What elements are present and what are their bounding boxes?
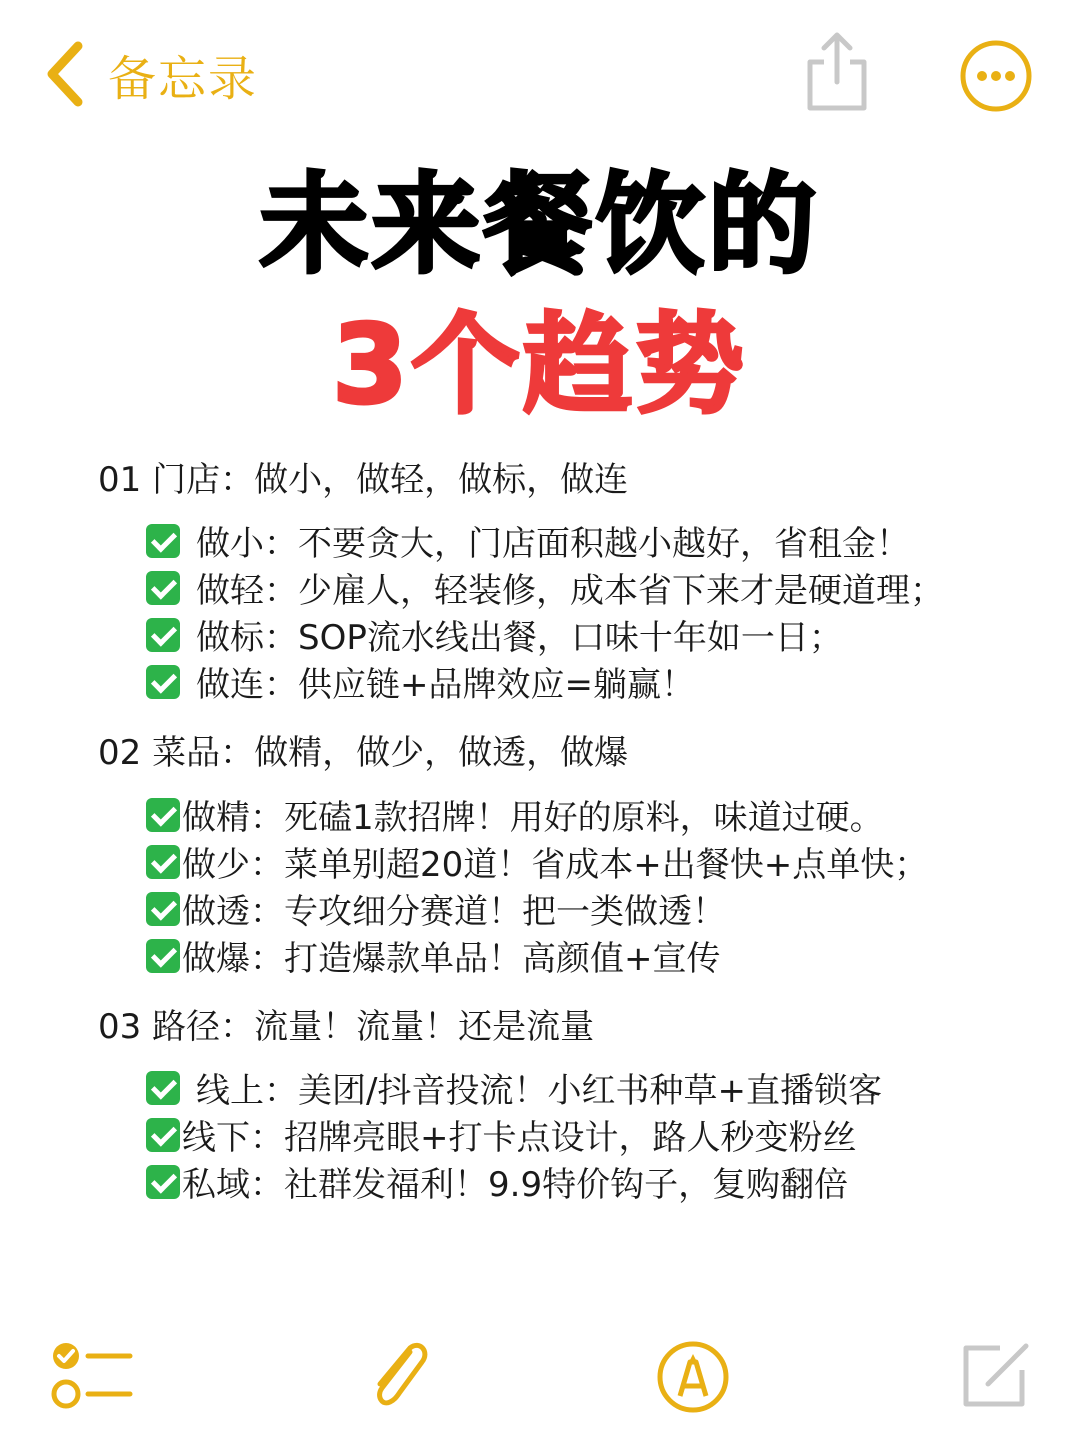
bottom-toolbar	[0, 1320, 1080, 1443]
paperclip-icon	[360, 1403, 434, 1422]
list-item-text: 私域：社群发福利！9.9特价钩子，复购翻倍	[182, 1165, 849, 1205]
list-item	[146, 931, 721, 980]
pen-markup-icon	[656, 1399, 730, 1418]
list-item-text: 做精：死磕1款招牌！用好的原料，味道过硬。	[182, 798, 884, 838]
list-item-text: 做小：不要贪大，门店面积越小越好，省租金！	[196, 524, 910, 564]
list-item	[146, 1157, 848, 1206]
list-item-text: 线上：美团/抖音投流！小红书种草+直播锁客	[196, 1071, 882, 1111]
section-heading: 03 路径：流量！流量！还是流量	[98, 1007, 595, 1047]
more-button[interactable]	[958, 38, 1034, 114]
checkmark-box-icon	[146, 524, 180, 558]
checkmark-box-icon	[146, 892, 180, 926]
checkmark-box-icon	[146, 1118, 180, 1152]
list-item-text: 做少：菜单别超20道！省成本+出餐快+点单快；	[182, 845, 929, 885]
list-item	[146, 657, 695, 706]
compose-button[interactable]	[960, 1338, 1034, 1412]
list-item-text: 做连：供应链+品牌效应=躺赢！	[196, 665, 695, 705]
share-icon	[802, 99, 872, 118]
checkmark-box-icon	[146, 845, 180, 879]
list-item	[146, 1110, 857, 1159]
compose-icon	[960, 1397, 1034, 1416]
title-line-1: 未来餐饮的	[259, 163, 820, 288]
section-heading: 01 门店：做小，做轻，做标，做连	[98, 460, 629, 500]
chevron-left-icon	[40, 38, 88, 110]
list-item-text: 做透：专攻细分赛道！把一类做透！	[182, 892, 726, 932]
title-line-2: 3个趋势	[332, 303, 748, 428]
top-nav-bar	[0, 0, 1080, 150]
list-item	[146, 1063, 882, 1112]
back-label: 备忘录	[108, 50, 259, 107]
checklist-icon	[50, 1395, 134, 1414]
checkmark-box-icon	[146, 1071, 180, 1105]
list-item-text: 做轻：少雇人，轻装修，成本省下来才是硬道理；	[196, 571, 944, 611]
list-item	[146, 837, 928, 886]
attach-button[interactable]	[360, 1334, 434, 1418]
section-heading: 02 菜品：做精，做少，做透，做爆	[98, 733, 629, 773]
back-button[interactable]	[40, 38, 258, 110]
markup-button[interactable]	[656, 1340, 730, 1414]
list-item-text: 做爆：打造爆款单品！高颜值+宣传	[182, 939, 721, 979]
checklist-button[interactable]	[50, 1340, 134, 1410]
list-item	[146, 610, 843, 659]
list-item-text: 做标：SOP流水线出餐，口味十年如一日；	[196, 618, 843, 658]
list-item	[146, 516, 910, 565]
checkmark-box-icon	[146, 798, 180, 832]
list-item	[146, 563, 944, 612]
list-item	[146, 790, 884, 839]
checkmark-box-icon	[146, 665, 180, 699]
more-icon	[958, 99, 1034, 118]
checkmark-box-icon	[146, 618, 180, 652]
list-item	[146, 884, 726, 933]
checkmark-box-icon	[146, 1165, 180, 1199]
list-item-text: 线下：招牌亮眼+打卡点设计，路人秒变粉丝	[182, 1118, 857, 1158]
checkmark-box-icon	[146, 939, 180, 973]
share-button[interactable]	[802, 30, 872, 114]
checkmark-box-icon	[146, 571, 180, 605]
